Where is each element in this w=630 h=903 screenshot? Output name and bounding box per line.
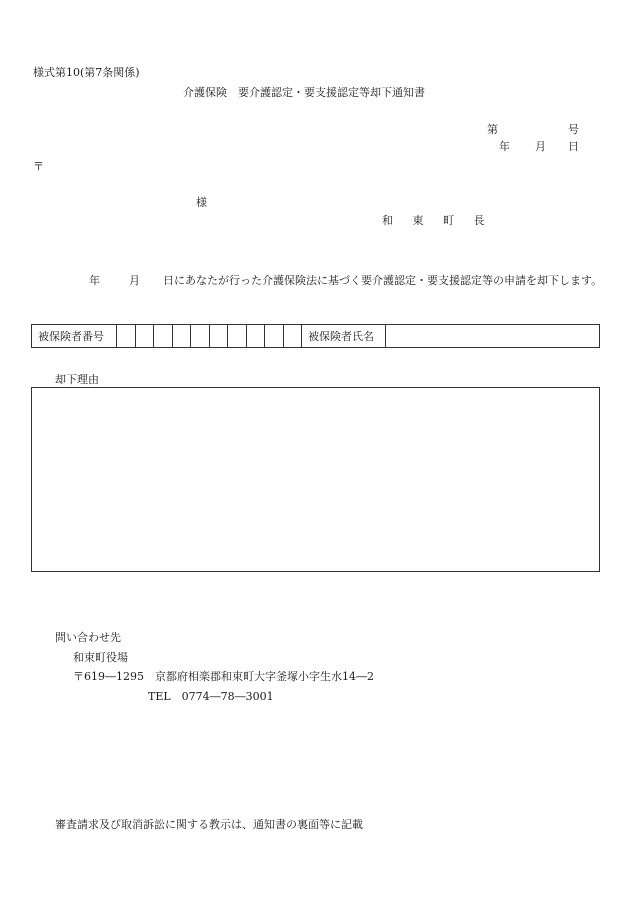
contact-phone: TEL 0774―78―3001 <box>148 690 274 703</box>
insured-name-field[interactable] <box>386 325 599 347</box>
recipient-honorific: 様 <box>196 196 207 209</box>
appeal-instruction: 審査請求及び取消訴訟に関する教示は、通知書の裏面等に記載 <box>55 818 363 831</box>
document-title: 介護保険 要介護認定・要支援認定等却下通知書 <box>183 86 425 99</box>
postal-mark: 〒 <box>33 160 44 173</box>
contact-address: 〒619―1295 京都府相楽郡和束町大字釜塚小字生水14―2 <box>73 670 374 683</box>
reason-label: 却下理由 <box>55 373 99 386</box>
insured-number-digit-box[interactable] <box>173 325 192 347</box>
insured-number-digit-box[interactable] <box>117 325 136 347</box>
insured-number-digit-box[interactable] <box>191 325 210 347</box>
body-text: 日にあなたが行った介護保険法に基づく要介護認定・要支援認定等の申請を却下します。 <box>163 274 603 287</box>
insured-number-digit-box[interactable] <box>210 325 229 347</box>
insured-number-digit-box[interactable] <box>228 325 247 347</box>
insured-name-label: 被保険者氏名 <box>302 325 386 347</box>
notice-number-prefix: 第 <box>487 123 498 136</box>
date-day-label: 日 <box>568 140 579 153</box>
notice-number-suffix: 号 <box>568 123 579 136</box>
issuer-name: 和 東 町 長 <box>382 214 493 227</box>
date-year-label: 年 <box>499 140 510 153</box>
insured-number-digit-box[interactable] <box>136 325 155 347</box>
reason-field[interactable] <box>31 387 600 572</box>
insured-number-digit-box[interactable] <box>265 325 284 347</box>
insured-number-label: 被保険者番号 <box>32 325 117 347</box>
contact-office: 和束町役場 <box>73 651 128 664</box>
body-month-label: 月 <box>129 274 140 287</box>
insured-number-digit-box[interactable] <box>284 325 303 347</box>
insured-number-digit-box[interactable] <box>154 325 173 347</box>
insured-info-table <box>31 324 600 348</box>
form-number-label: 様式第10(第7条関係) <box>33 66 140 79</box>
date-month-label: 月 <box>535 140 546 153</box>
body-year-label: 年 <box>89 274 100 287</box>
insured-number-digit-box[interactable] <box>247 325 266 347</box>
notice-body <box>33 272 603 290</box>
contact-heading: 問い合わせ先 <box>55 631 121 644</box>
